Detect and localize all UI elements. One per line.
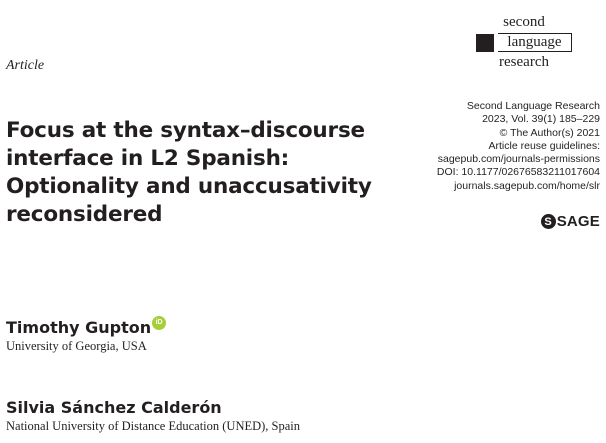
journal-logo-word-middle: language	[498, 33, 572, 52]
article-type-label: Article	[6, 58, 45, 73]
author-affiliation: National University of Distance Education (UNED), Spain	[6, 419, 301, 433]
journal-info-block	[437, 100, 600, 193]
sage-s-icon: S	[541, 214, 556, 229]
article-title: Focus at the syntax–discourse interface in L2 Spanish: Optionality and unaccusativity reconsidered	[6, 118, 372, 227]
reuse-guidelines-label: Article reuse guidelines:	[488, 139, 600, 152]
journal-home-link[interactable]: journals.sagepub.com/home/slr	[454, 179, 600, 192]
author-block	[6, 398, 300, 434]
journal-logo-word-top: second	[503, 14, 545, 30]
author-affiliation: University of Georgia, USA	[6, 339, 147, 353]
sage-logo-text: SAGE	[556, 213, 600, 230]
author-name	[6, 398, 222, 417]
journal-volume: 2023, Vol. 39(1) 185–229	[482, 113, 600, 126]
journal-logo-word-bottom: research	[499, 54, 549, 70]
journal-logo-square-icon	[476, 34, 494, 52]
permissions-link[interactable]: sagepub.com/journals-permissions	[437, 153, 600, 166]
orcid-icon[interactable]: iD	[152, 316, 166, 330]
author-name	[6, 318, 166, 337]
author-name-text: Timothy Gupton	[6, 318, 152, 337]
copyright-line: © The Author(s) 2021	[499, 126, 600, 139]
journal-logo	[476, 14, 572, 71]
author-name-text: Silvia Sánchez Calderón	[6, 398, 222, 417]
journal-logo-middle-row	[476, 33, 572, 52]
sage-publisher-logo	[541, 213, 600, 230]
doi-link[interactable]: DOI: 10.1177/02676583211017604	[436, 166, 600, 179]
journal-name: Second Language Research	[466, 100, 600, 112]
author-block	[6, 318, 166, 354]
